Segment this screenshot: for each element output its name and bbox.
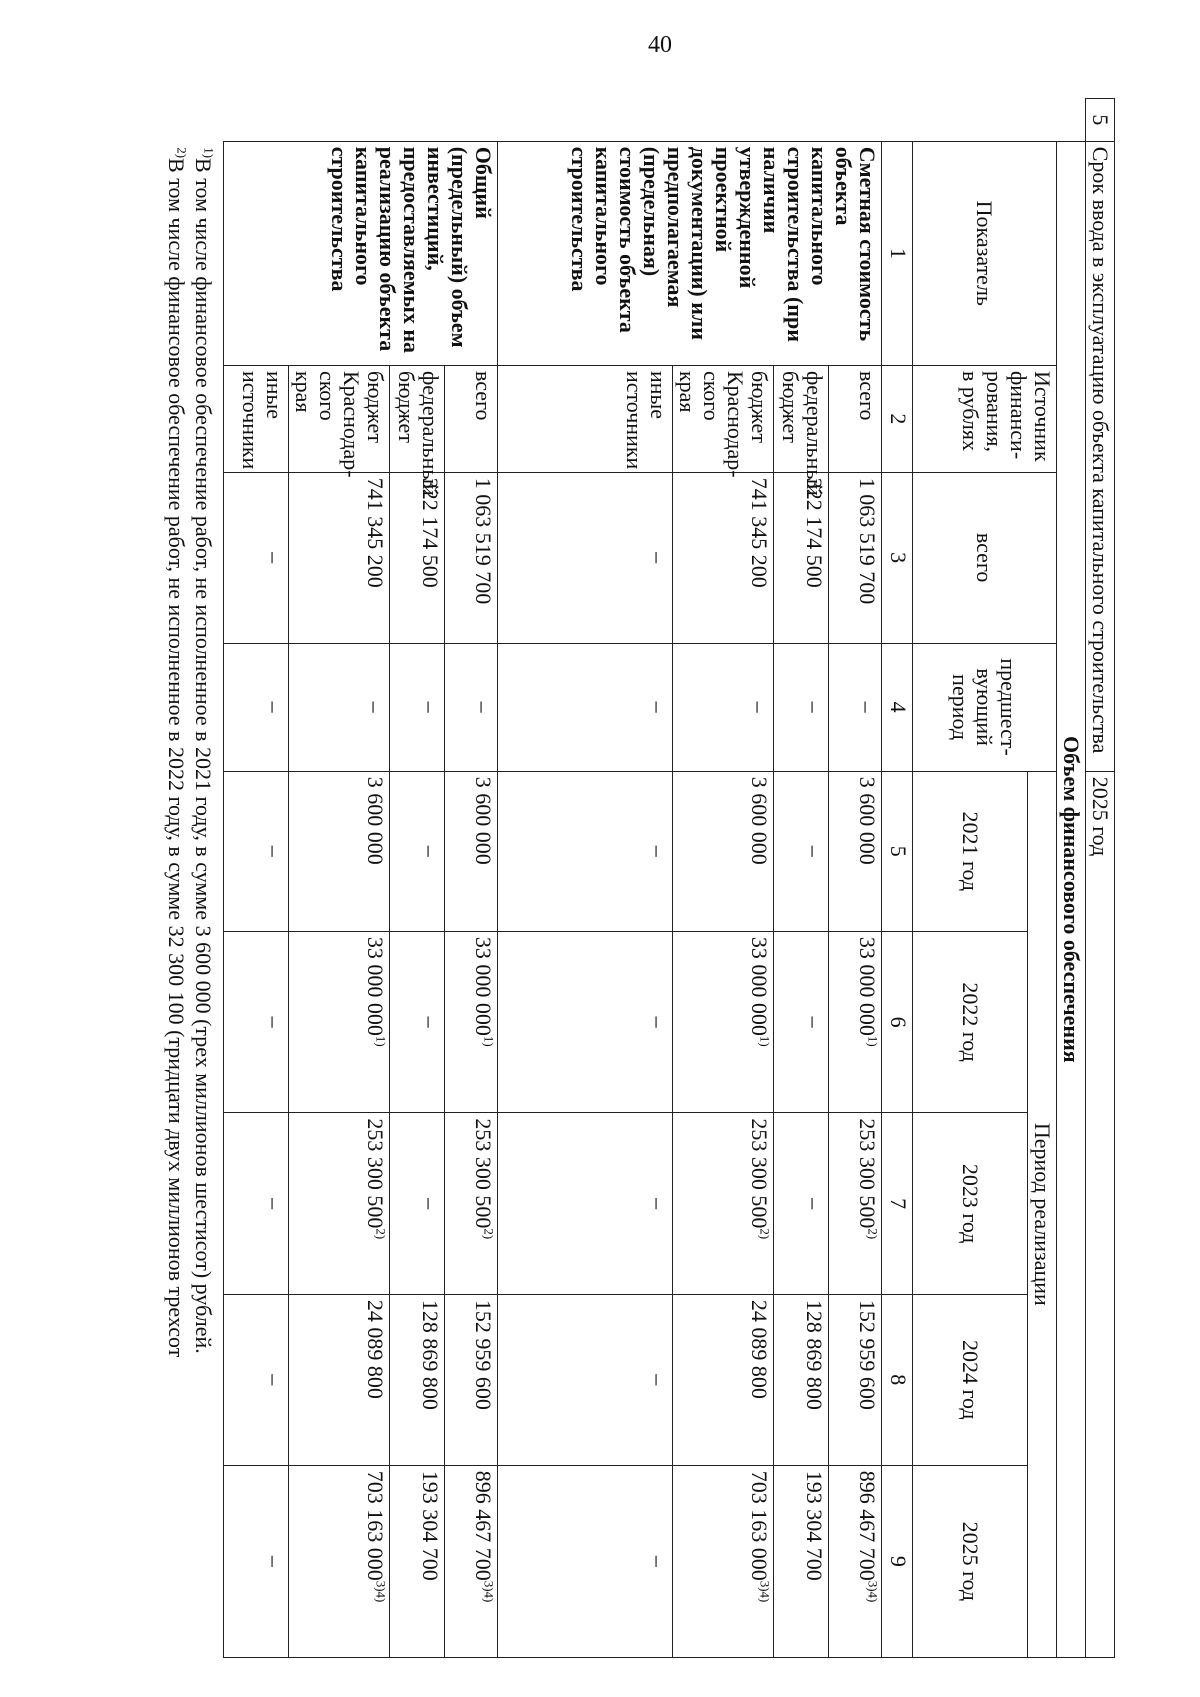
year-2025-cell: – bbox=[224, 1465, 289, 1657]
year-2024-cell: 24 089 800 bbox=[289, 1294, 390, 1465]
indicator-cell: Сметная стоимость объекта капитального строительства (при наличии утвержденной проектной документации) или предполагаемая (предельная) стоимость объекта капитального строительства bbox=[498, 141, 882, 365]
footnotes bbox=[163, 141, 224, 1657]
previous-period-cell: – bbox=[673, 643, 774, 771]
total-cell: 322 174 500 bbox=[774, 472, 829, 643]
year-2022-cell: – bbox=[390, 931, 445, 1113]
source-cell: бюджет Краснодар-ского края bbox=[673, 365, 774, 472]
year-2022-cell: – bbox=[224, 931, 289, 1113]
year-2025-cell: 896 467 $700^{3)4)}$ bbox=[829, 1465, 882, 1657]
source-cell: всего bbox=[829, 365, 882, 472]
col-number: 3 bbox=[882, 472, 913, 643]
year-2025-cell: 896 467 $700^{3)4)}$ bbox=[445, 1465, 498, 1657]
header-previous: предшест-вующий период bbox=[913, 643, 1057, 771]
source-cell: бюджет Краснодар-ского края bbox=[289, 365, 390, 472]
year-2024-cell: 152 959 600 bbox=[445, 1294, 498, 1465]
year-2021-cell: 3 600 000 bbox=[673, 771, 774, 931]
year-2025-cell: 703 163 $000^{3)4)}$ bbox=[289, 1465, 390, 1657]
year-2022-cell: 33 000 000$^{1)}$ bbox=[829, 931, 882, 1113]
previous-period-cell: – bbox=[390, 643, 445, 771]
footnote-2: $^{2)}$В том числе финансовое обеспечение работ, не исполненное в 2022 году, в сумме 32 300 100 (тридцати двух миллионов трехсот bbox=[164, 147, 190, 1358]
footnote-1: $^{1)}$В том числе финансовое обеспечение работ, не исполненное в 2021 году, в сумме 3 600 000 (трех миллионов шестисот) рублей. bbox=[191, 147, 217, 1354]
header-year-2025: 2025 год bbox=[913, 1465, 1028, 1657]
year-2025-cell: – bbox=[498, 1465, 673, 1657]
source-cell: иные источники bbox=[224, 365, 289, 472]
year-2025-cell: 193 304 700 bbox=[390, 1465, 445, 1657]
header-year-2023: 2023 год bbox=[913, 1113, 1028, 1295]
total-cell: 322 174 500 bbox=[390, 472, 445, 643]
source-cell: всего bbox=[445, 365, 498, 472]
year-2023-cell: 253 300 500$^{2)}$ bbox=[289, 1113, 390, 1295]
commissioning-label: Срок ввода в эксплуатацию объекта капитального строительства bbox=[1086, 141, 1115, 771]
year-2023-cell: 253 300 500$^{2)}$ bbox=[445, 1113, 498, 1295]
source-cell: иные источники bbox=[498, 365, 673, 472]
header-indicator: Показатель bbox=[913, 141, 1057, 365]
row-number: 5 bbox=[1086, 99, 1115, 142]
previous-period-cell: – bbox=[774, 643, 829, 771]
year-2023-cell: – bbox=[774, 1113, 829, 1295]
year-2021-cell: – bbox=[498, 771, 673, 931]
previous-period-cell: – bbox=[445, 643, 498, 771]
footnotes-row bbox=[163, 99, 224, 1658]
source-cell: федеральный бюджет bbox=[774, 365, 829, 472]
year-2022-cell: 33 000 000$^{1)}$ bbox=[289, 931, 390, 1113]
year-2024-cell: – bbox=[498, 1294, 673, 1465]
header-period: Период реализации bbox=[1028, 771, 1057, 1657]
header-year-2021: 2021 год bbox=[913, 771, 1028, 931]
year-2024-cell: 24 089 800 bbox=[673, 1294, 774, 1465]
year-2023-cell: – bbox=[498, 1113, 673, 1295]
previous-period-cell: – bbox=[289, 643, 390, 771]
header-year-2024: 2024 год bbox=[913, 1294, 1028, 1465]
col-number: 7 bbox=[882, 1113, 913, 1295]
table-row bbox=[445, 99, 498, 1658]
year-2022-cell: 33 000 000$^{1)}$ bbox=[445, 931, 498, 1113]
year-2023-cell: 253 300 500$^{2)}$ bbox=[829, 1113, 882, 1295]
rotated-table-container bbox=[155, 98, 1115, 1658]
page-number: 40 bbox=[648, 32, 672, 58]
finance-title-row bbox=[1057, 99, 1086, 1658]
year-2023-cell: – bbox=[224, 1113, 289, 1295]
year-2024-cell: – bbox=[224, 1294, 289, 1465]
total-cell: 1 063 519 700 bbox=[445, 472, 498, 643]
source-cell: федеральный бюджет bbox=[390, 365, 445, 472]
finance-table bbox=[163, 98, 1115, 1658]
col-number: 1 bbox=[882, 141, 913, 365]
header-row-1 bbox=[1028, 99, 1057, 1658]
year-2021-cell: 3 600 000 bbox=[289, 771, 390, 931]
year-2021-cell: 3 600 000 bbox=[445, 771, 498, 931]
col-number: 4 bbox=[882, 643, 913, 771]
commissioning-value: 2025 год bbox=[1086, 771, 1115, 1657]
header-year-2022: 2022 год bbox=[913, 931, 1028, 1113]
col-number: 2 bbox=[882, 365, 913, 472]
previous-period-cell: – bbox=[498, 643, 673, 771]
table-row bbox=[829, 99, 882, 1658]
year-2025-cell: 193 304 700 bbox=[774, 1465, 829, 1657]
indicator-cell: Общий (предельный) объем инвестиций, предоставляемых на реализацию объекта капитального строительства bbox=[224, 141, 498, 365]
finance-title: Объем финансового обеспечения bbox=[1057, 141, 1086, 1657]
year-2021-cell: – bbox=[774, 771, 829, 931]
column-numbers-row bbox=[882, 99, 913, 1658]
previous-period-cell: – bbox=[829, 643, 882, 771]
col-number: 8 bbox=[882, 1294, 913, 1465]
year-2023-cell: 253 300 500$^{2)}$ bbox=[673, 1113, 774, 1295]
header-total: всего bbox=[913, 472, 1057, 643]
year-2024-cell: 128 869 800 bbox=[390, 1294, 445, 1465]
year-2022-cell: 33 000 000$^{1)}$ bbox=[673, 931, 774, 1113]
total-cell: 741 345 200 bbox=[673, 472, 774, 643]
year-2021-cell: – bbox=[390, 771, 445, 931]
total-cell: – bbox=[498, 472, 673, 643]
year-2021-cell: 3 600 000 bbox=[829, 771, 882, 931]
col-number: 9 bbox=[882, 1465, 913, 1657]
header-source: Источник финанси-рования, в рублях bbox=[913, 365, 1057, 472]
year-2023-cell: – bbox=[390, 1113, 445, 1295]
row-5 bbox=[1086, 99, 1115, 1658]
total-cell: 741 345 200 bbox=[289, 472, 390, 643]
year-2024-cell: 128 869 800 bbox=[774, 1294, 829, 1465]
year-2021-cell: – bbox=[224, 771, 289, 931]
previous-period-cell: – bbox=[224, 643, 289, 771]
year-2022-cell: – bbox=[774, 931, 829, 1113]
total-cell: – bbox=[224, 472, 289, 643]
year-2025-cell: 703 163 $000^{3)4)}$ bbox=[673, 1465, 774, 1657]
col-number: 6 bbox=[882, 931, 913, 1113]
col-number: 5 bbox=[882, 771, 913, 931]
total-cell: 1 063 519 700 bbox=[829, 472, 882, 643]
year-2024-cell: 152 959 600 bbox=[829, 1294, 882, 1465]
year-2022-cell: – bbox=[498, 931, 673, 1113]
